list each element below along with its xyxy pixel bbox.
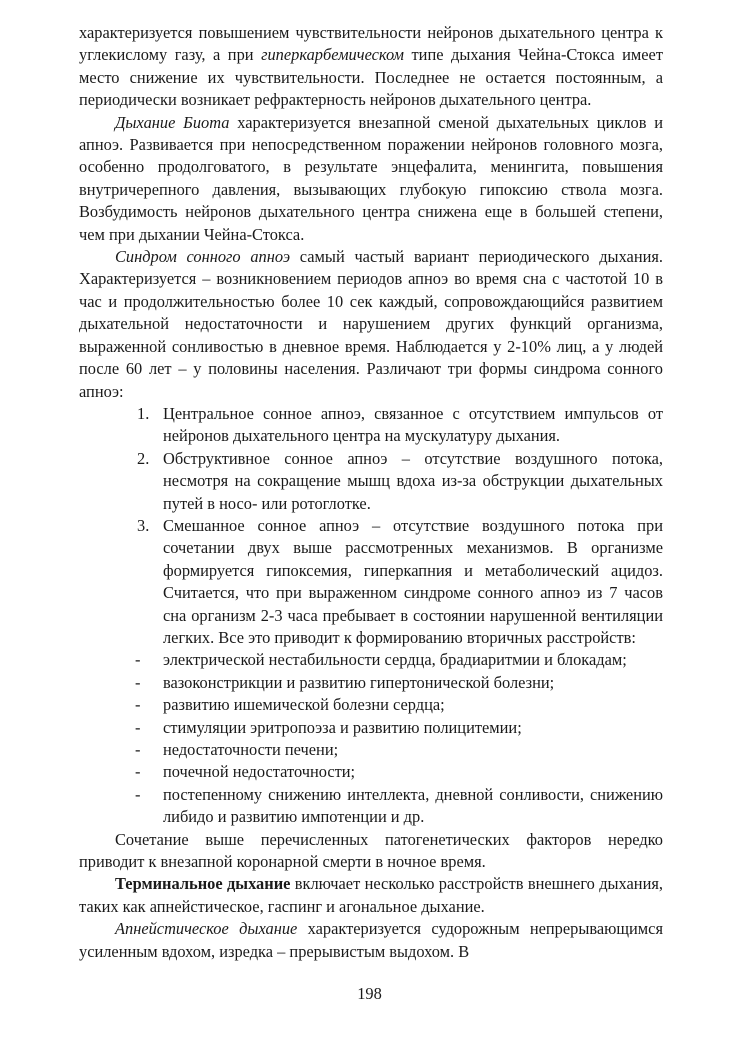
paragraph-coronary-death: Сочетание выше перечисленных патогенетических факторов нередко приводит к внезапной коронарной смерти в ночное время. [79,829,663,872]
paragraph-sleep-apnea: Синдром сонного апноэ самый частый вариант периодического дыхания. Характеризуется – возникновением периодов апноэ во время сна с частотой 10 в час и продолжительностью более 10 сек каждый, сопровождающийся развитием дыхательной недостаточности и нарушением других функций организма, выраженной сонливостью в дневное время. Наблюдается у 2-10% лиц, а у людей после 60 лет – у половины населения. Различают три формы синдрома сонного апноэ: [79,247,664,401]
list-item-text: недостаточности печени; [163,740,339,759]
term-terminal-breathing: Терминальное дыхание [115,874,291,894]
dash-marker: - [135,695,141,715]
dash-marker: - [135,740,141,759]
list-item-text: вазоконстрикции и развитию гипертонической болезни; [163,672,555,692]
page-number: 198 [357,984,382,1003]
text-column [79,22,663,963]
list-item [79,739,663,761]
term-hypercarbemic: гиперкарбемическом [261,45,404,65]
list-number: 1. [137,403,150,423]
list-item [79,761,663,783]
list-item [79,448,663,515]
term-sleep-apnea: Синдром сонного апноэ [115,247,291,267]
list-item-text: Центральное сонное апноэ, связанное с отсутствием импульсов от нейронов дыхательного центра на мускулатуру дыхания. [163,403,663,446]
list-item-text: Обструктивное сонное апноэ – отсутствие воздушного потока, несмотря на сокращение мышц вдоха из-за обструкции дыхательных путей в носо- или ротоглотке. [163,448,663,513]
apnea-forms-list [79,403,663,649]
dash-marker: - [135,784,141,804]
list-item [79,672,663,694]
list-item-text: электрической нестабильности сердца, брадиаритмии и блокадам; [163,650,627,670]
dash-marker: - [135,672,141,692]
list-item [79,717,663,739]
list-number: 2. [137,448,150,468]
list-item-text: Смешанное сонное апноэ – отсутствие воздушного потока при сочетании двух выше рассмотренных механизмов. В организме формируется гипоксемия, гиперкапния и метаболический ацидоз. Считается, что при выраженном синдроме сонного апноэ из 7 часов сна организм 2-3 часа пребывает в состоянии нарушенной вентиляции легких. Все это приводит к формированию вторичных расстройств: [163,515,663,647]
paragraph-biot-breathing: Дыхание Биота характеризуется внезапной сменой дыхательных циклов и апноэ. Развивается при непосредственном поражении нейронов головного мозга, особенно продолговатого, в результате энцефалита, менингита, повышения внутричерепного давления, вызывающих глубокую гипоксию ствола мозга. Возбудимость нейронов дыхательного центра снижена еще в большей степени, чем при дыхании Чейна-Стокса. [79,112,663,244]
dash-marker: - [135,762,141,782]
list-item [79,694,663,716]
term-apneustic-breathing: Апнейстическое дыхание [115,919,298,939]
list-number: 3. [137,515,150,535]
dash-marker: - [135,717,141,737]
list-item [79,403,663,448]
term-biot-breathing: Дыхание Биота [115,112,230,132]
list-item-text: стимуляции эритропоэза и развитию полицитемии; [163,717,522,737]
list-item [79,515,663,649]
list-item [79,784,663,829]
list-item [79,649,663,671]
list-item-text: развитию ишемической болезни сердца; [163,695,445,715]
secondary-disorders-list [79,649,663,828]
paragraph-cheyne-stokes-continuation: характеризуется повышением чувствительности нейронов дыхательного центра к углекислому газу, а при гиперкарбемическом типе дыхания Чейна-Стокса имеет место снижение их чувствительности. Последнее не остается постоянным, а периодически возникает рефрактерность нейронов дыхательного центра. [79,23,663,110]
list-item-text: почечной недостаточности; [163,762,356,782]
dash-marker: - [135,650,141,670]
paragraph-terminal-breathing: Терминальное дыхание включает несколько расстройств внешнего дыхания, таких как апнейстическое, гаспинг и агональное дыхание. [79,874,663,916]
list-item-text: постепенному снижению интеллекта, дневной сонливости, снижению либидо и развитию импотенции и др. [163,784,663,827]
paragraph-apneustic-breathing: Апнейстическое дыхание характеризуется судорожным непрерывающимся усиленным вдохом, изредка – прерывистым выдохом. В [79,919,663,961]
